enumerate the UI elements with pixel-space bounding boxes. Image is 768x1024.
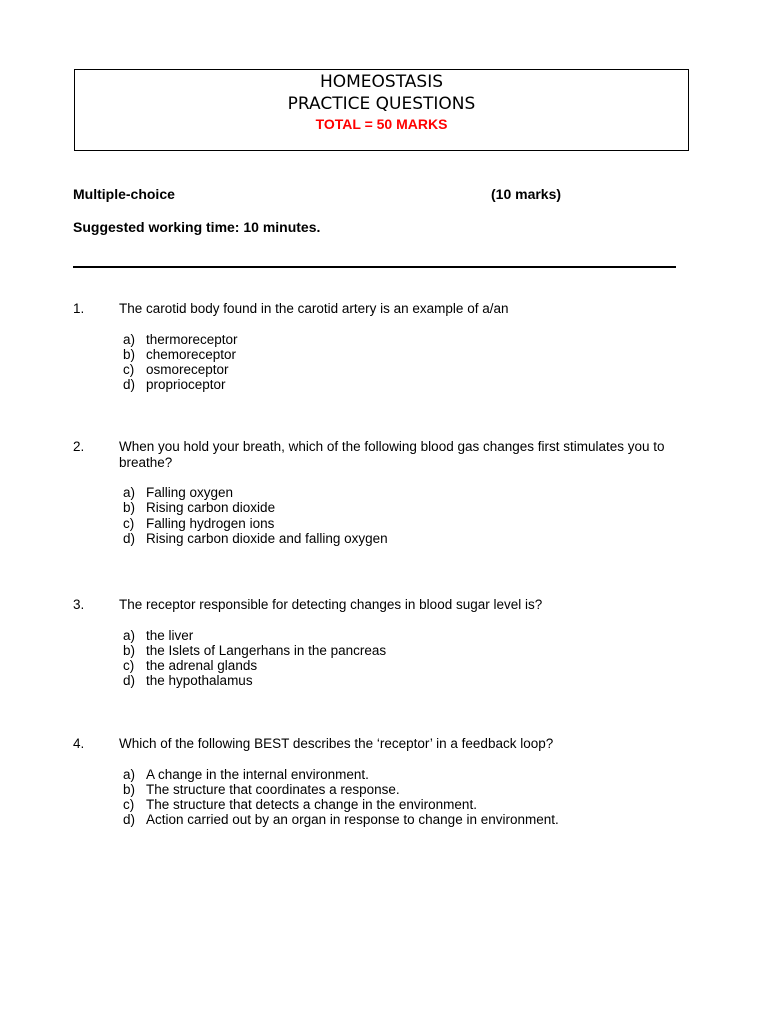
option-letter: d) [123, 530, 136, 546]
option-letter: a) [123, 331, 136, 347]
section-marks: (10 marks) [491, 186, 562, 202]
option-text: A change in the internal environment. [146, 766, 369, 782]
divider-line [73, 266, 676, 268]
option-text: thermoreceptor [146, 331, 238, 347]
option-a [123, 628, 703, 643]
option-list [123, 332, 703, 393]
option-text: Rising carbon dioxide and falling oxygen [146, 530, 388, 546]
option-b [123, 643, 703, 658]
document-subtitle: PRACTICE QUESTIONS [287, 94, 476, 114]
option-c [123, 797, 703, 812]
option-text: Falling hydrogen ions [146, 515, 275, 531]
option-letter: c) [123, 362, 135, 378]
option-b [123, 500, 703, 515]
option-letter: b) [123, 500, 136, 516]
total-marks: TOTAL = 50 MARKS [315, 116, 448, 132]
option-list [123, 767, 703, 828]
option-d [123, 812, 703, 827]
question-1 [73, 301, 703, 393]
option-text: the liver [146, 627, 194, 643]
question-number: 3. [73, 597, 85, 612]
title-box [74, 69, 689, 151]
option-text: Action carried out by an organ in response to change in environment. [146, 812, 559, 828]
question-number: 2. [73, 439, 85, 454]
option-text: Rising carbon dioxide [146, 500, 276, 516]
option-text: The structure that detects a change in the environment. [146, 797, 477, 813]
option-text: osmoreceptor [146, 362, 229, 378]
option-text: the Islets of Langerhans in the pancreas [146, 642, 387, 658]
option-letter: b) [123, 781, 136, 797]
option-text: the hypothalamus [146, 673, 253, 689]
option-letter: c) [123, 658, 135, 674]
question-text: When you hold your breath, which of the following blood gas changes first stimulates you to breathe? [119, 439, 665, 470]
option-letter: a) [123, 485, 136, 500]
option-text: proprioceptor [146, 377, 226, 393]
option-a [123, 767, 703, 782]
option-letter: d) [123, 377, 136, 393]
question-text: Which of the following BEST describes the ‘receptor’ in a feedback loop? [119, 736, 554, 751]
option-a [123, 332, 703, 347]
option-text: the adrenal glands [146, 658, 258, 674]
option-b [123, 782, 703, 797]
option-letter: c) [123, 797, 135, 813]
option-text: chemoreceptor [146, 346, 237, 362]
question-number: 4. [73, 736, 85, 751]
question-text: The carotid body found in the carotid artery is an example of a/an [119, 301, 509, 316]
option-b [123, 347, 703, 362]
option-d [123, 377, 703, 392]
option-list [123, 485, 703, 546]
option-text: The structure that coordinates a response. [146, 781, 400, 797]
section-heading: Multiple-choice [73, 186, 175, 202]
question-text: The receptor responsible for detecting changes in blood sugar level is? [119, 597, 543, 612]
option-c [123, 362, 703, 377]
option-letter: b) [123, 346, 136, 362]
option-c [123, 658, 703, 673]
document-title: HOMEOSTASIS [319, 72, 444, 92]
question-2 [73, 439, 703, 546]
option-a [123, 485, 703, 500]
option-letter: d) [123, 673, 136, 689]
option-d [123, 531, 703, 546]
option-letter: a) [123, 766, 136, 782]
working-time: Suggested working time: 10 minutes. [73, 219, 321, 235]
question-4 [73, 736, 703, 828]
option-text: Falling oxygen [146, 485, 234, 500]
option-c [123, 516, 703, 531]
option-list [123, 628, 703, 689]
option-letter: c) [123, 515, 135, 531]
question-number: 1. [73, 301, 85, 316]
option-letter: a) [123, 627, 136, 643]
option-letter: d) [123, 812, 136, 828]
question-3 [73, 597, 703, 689]
option-letter: b) [123, 642, 136, 658]
option-d [123, 673, 703, 688]
